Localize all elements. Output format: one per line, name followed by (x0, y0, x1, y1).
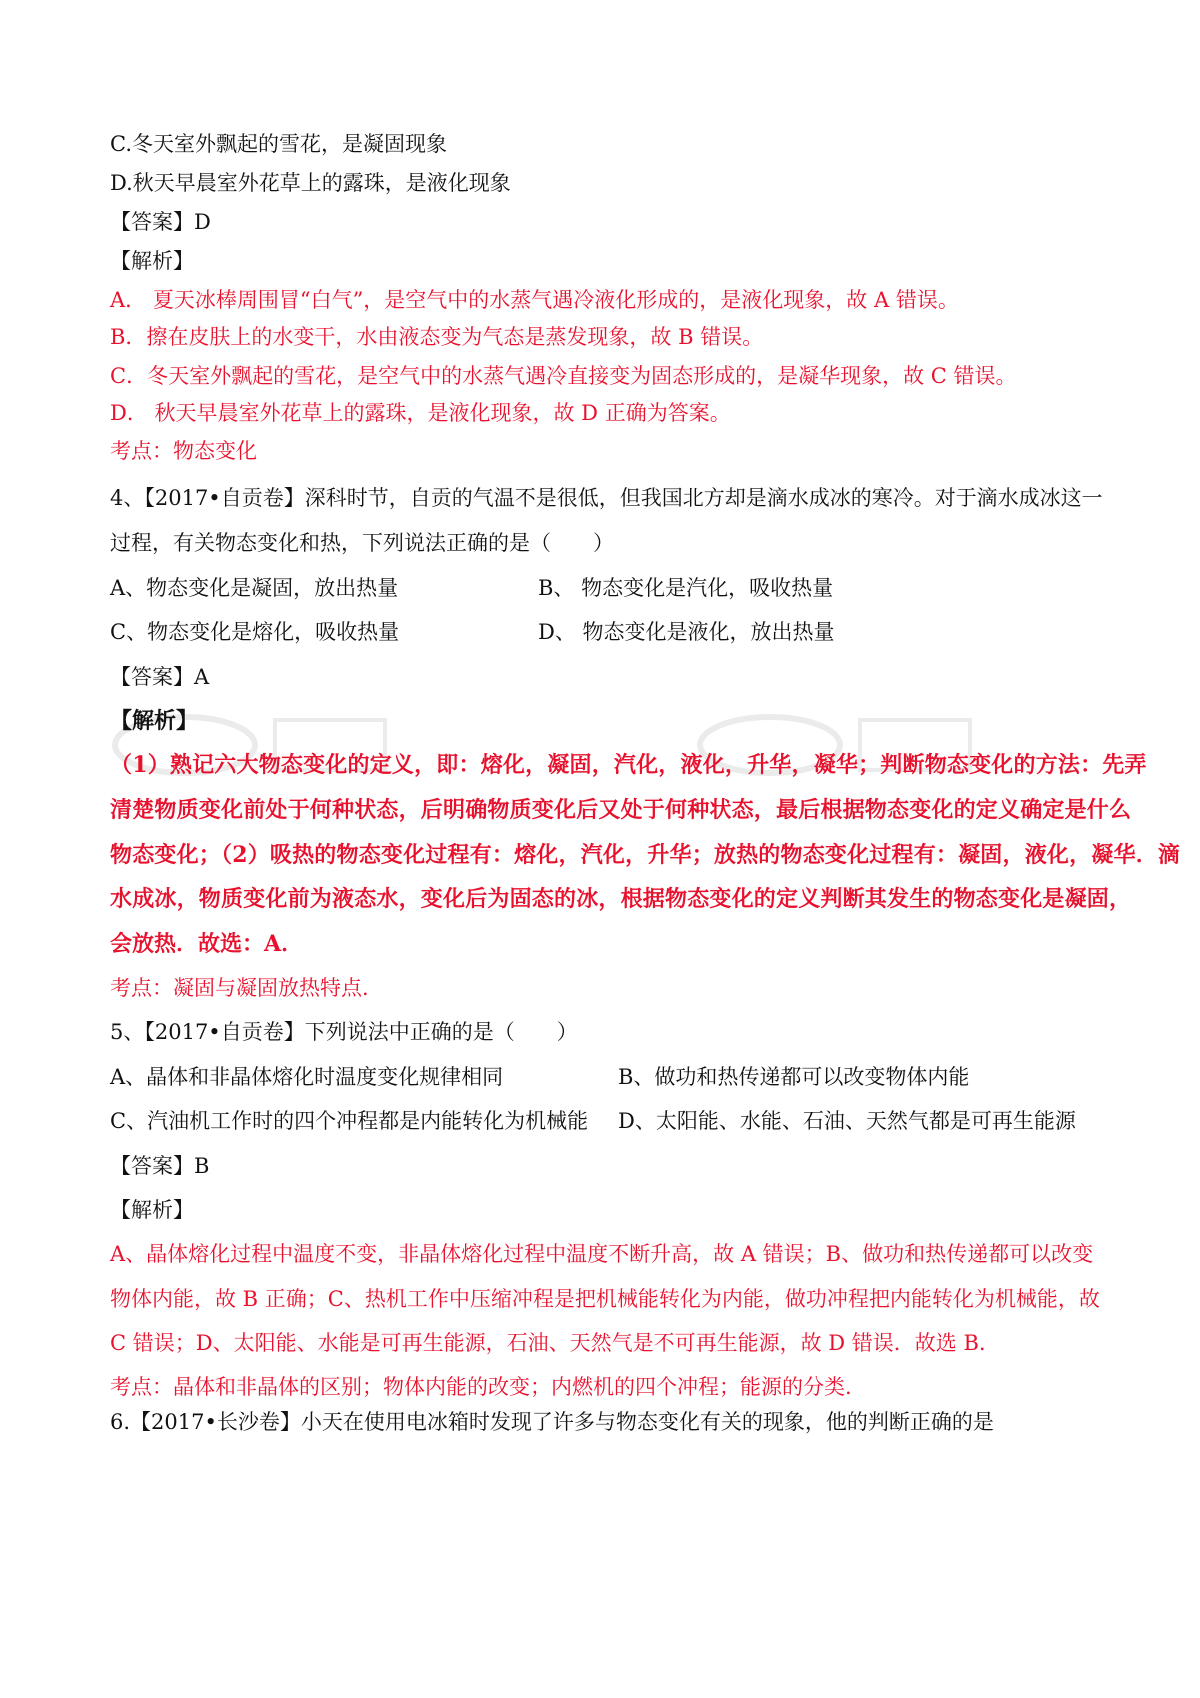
q4-option-b: B、 物态变化是汽化，吸收热量 (538, 576, 834, 600)
q3-analysis-line: C．冬天室外飘起的雪花，是空气中的水蒸气遇冷直接变为固态形成的，是凝华现象，故 C 错误。 (110, 364, 1017, 388)
q4-kaodian: 考点：凝固与凝固放热特点. (110, 976, 369, 1000)
q6-stem: 6.【2017•长沙卷】小天在使用电冰箱时发现了许多与物态变化有关的现象，他的判断正确的是 (110, 1410, 994, 1434)
q3-analysis-line: A． 夏天冰棒周围冒“白气”，是空气中的水蒸气遇冷液化形成的，是液化现象，故 A 错误。 (110, 288, 959, 312)
q5-analysis-line: C 错误；D、太阳能、水能是可再生能源，石油、天然气是不可再生能源，故 D 错误．故选 B. (110, 1331, 986, 1355)
q3-analysis-line: D． 秋天早晨室外花草上的露珠，是液化现象，故 D 正确为答案。 (110, 401, 731, 425)
q4-analysis-line: 会放热．故选：A． (110, 931, 304, 957)
q4-analysis-line: 物态变化；（2）吸热的物态变化过程有：熔化，汽化，升华；放热的物态变化过程有：凝固，液化，凝华．滴 (110, 842, 1181, 868)
q5-answer: 【答案】B (110, 1154, 210, 1178)
q3-option-c: C.冬天室外飘起的雪花，是凝固现象 (110, 132, 447, 156)
q5-option-c: C、汽油机工作时的四个冲程都是内能转化为机械能 (110, 1109, 589, 1133)
q3-answer: 【答案】D (110, 210, 211, 234)
q3-analysis-title: 【解析】 (110, 249, 194, 273)
q4-option-c: C、物态变化是熔化，吸收热量 (110, 620, 400, 644)
q3-analysis-line: B．擦在皮肤上的水变干，水由液态变为气态是蒸发现象，故 B 错误。 (110, 325, 764, 349)
q4-answer: 【答案】A (110, 665, 210, 689)
q4-option-a: A、物态变化是凝固，放出热量 (110, 576, 399, 600)
q4-analysis-line: 清楚物质变化前处于何种状态，后明确物质变化后又处于何种状态，最后根据物态变化的定义确定是什么 (110, 797, 1132, 823)
q4-stem-line2: 过程，有关物态变化和热，下列说法正确的是（ ） (110, 531, 614, 555)
q4-stem-line1: 4、【2017•自贡卷】深科时节，自贡的气温不是很低，但我国北方却是滴水成冰的寒冷。对于滴水成冰这一 (110, 486, 1103, 510)
q5-option-d: D、太阳能、水能、石油、天然气都是可再生能源 (618, 1109, 1076, 1133)
q4-option-d: D、 物态变化是液化，放出热量 (538, 620, 835, 644)
q5-stem: 5、【2017•自贡卷】下列说法中正确的是（ ） (110, 1020, 578, 1044)
q5-analysis-line: 物体内能，故 B 正确；C、热机工作中压缩冲程是把机械能转化为内能，做功冲程把内能转化为机械能，故 (110, 1287, 1100, 1311)
q4-analysis-title: 【解析】 (110, 708, 199, 734)
q4-analysis-line: 水成冰，物质变化前为液态水，变化后为固态的冰，根据物态变化的定义判断其发生的物态变化是凝固， (110, 886, 1132, 912)
q5-option-a: A、晶体和非晶体熔化时温度变化规律相同 (110, 1065, 504, 1089)
q5-analysis-title: 【解析】 (110, 1198, 194, 1222)
q4-analysis-line: （1）熟记六大物态变化的定义，即：熔化，凝固，汽化，液化，升华，凝华；判断物态变化的方法：先弄 (110, 752, 1147, 778)
q5-kaodian: 考点：晶体和非晶体的区别；物体内能的改变；内燃机的四个冲程；能源的分类. (110, 1375, 852, 1399)
q5-analysis-line: A、晶体熔化过程中温度不变，非晶体熔化过程中温度不断升高，故 A 错误；B、做功和热传递都可以改变 (110, 1242, 1094, 1266)
q5-option-b: B、做功和热传递都可以改变物体内能 (618, 1065, 970, 1089)
q3-kaodian: 考点：物态变化 (110, 439, 257, 463)
q3-option-d: D.秋天早晨室外花草上的露珠，是液化现象 (110, 171, 511, 195)
